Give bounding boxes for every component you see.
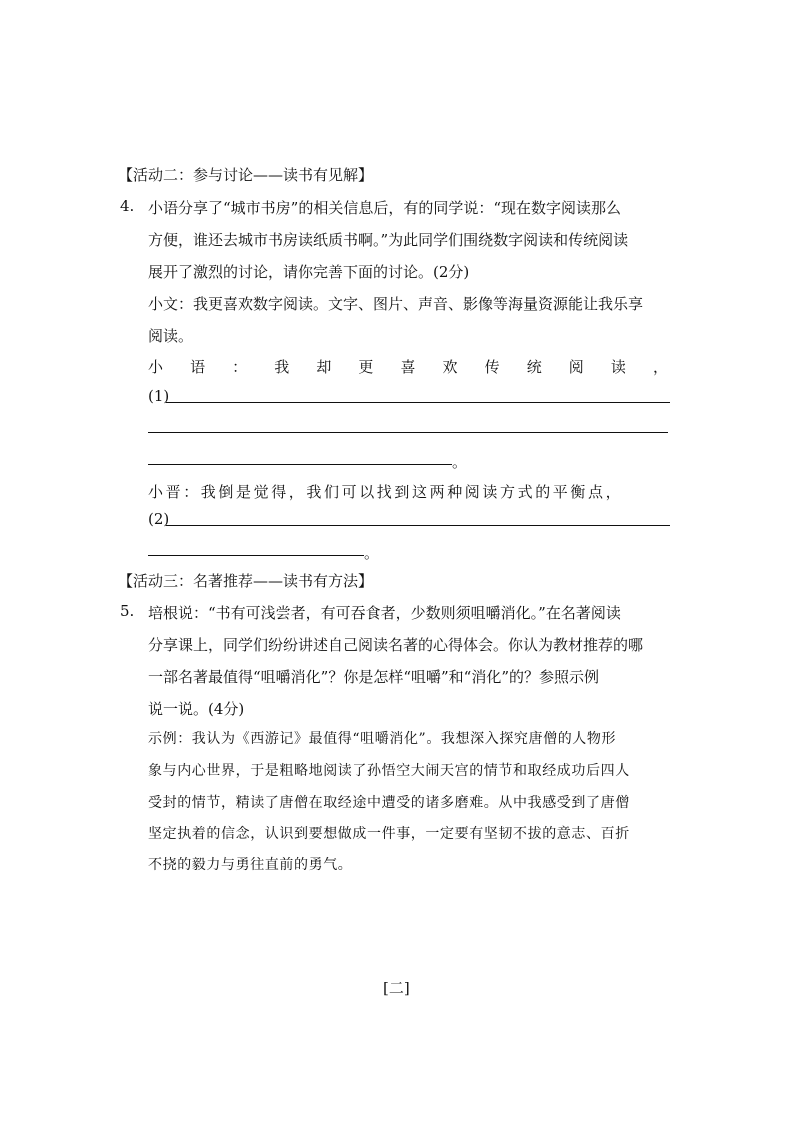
example-line-4: 坚定执着的信念，认识到要想做成一件事，一定要有坚韧不拔的意志、百折 [148,826,630,842]
xiaowen-line-2: 阅读。 [148,327,194,345]
xiaoyu-char: 喜 [400,358,416,376]
q5-line-2: 分享课上，同学们纷纷讲述自己阅读名著的心得体会。你认为教材推荐的哪 [148,636,644,654]
xiaoyu-char: 小 [148,358,164,376]
xiaoyu-char: 却 [316,358,332,376]
q5-number: 5. [120,602,135,620]
activity2-heading: 【活动二：参与讨论——读书有见解】 [118,166,374,184]
q5-line-1: 培根说：“书有可浅尝者，有可吞食者，少数则须咀嚼消化。”在名著阅读 [148,604,621,622]
xiaoyu-char: 读 [610,358,626,376]
xiaoyu-char: 语 [190,358,206,376]
example-line-5: 不挠的毅力与勇往直前的勇气。 [148,857,353,873]
q5-line-4: 说一说。(4分) [148,700,245,718]
page-number: [二] [383,979,410,997]
xiaojin-line: 小晋：我倒是觉得，我们可以找到这两种阅读方式的平衡点， [148,483,624,501]
activity3-heading: 【活动三：名著推荐——读书有方法】 [118,572,374,590]
blank1-label: (1) [148,387,170,405]
q4-line-3: 展开了激烈的讨论，请你完善下面的讨论。(2分) [148,263,470,281]
blank2-label: (2) [148,510,170,528]
answer-blank-2a[interactable] [166,525,670,526]
xiaoyu-line [148,356,668,377]
q4-number: 4. [120,197,135,215]
answer-blank-1b[interactable] [148,432,668,433]
example-line-2: 象与内心世界，于是粗略地阅读了孙悟空大闹天宫的情节和取经成功后四人 [148,763,630,779]
xiaoyu-char: 欢 [442,358,458,376]
q4-line-1: 小语分享了“城市书房”的相关信息后，有的同学说：“现在数字阅读那么 [148,199,622,217]
xiaoyu-char: ： [232,358,248,376]
answer-blank-1c[interactable] [148,464,452,465]
blank1-period: 。 [452,453,468,471]
xiaoyu-char: 阅 [568,358,584,376]
answer-blank-2b[interactable] [148,555,364,556]
q4-line-2: 方便，谁还去城市书房读纸质书啊。”为此同学们围绕数字阅读和传统阅读 [148,231,629,249]
xiaoyu-char: 我 [274,358,290,376]
example-line-3: 受封的情节，精读了唐僧在取经途中遭受的诸多磨难。从中我感受到了唐僧 [148,795,630,811]
xiaoyu-char: ， [652,358,668,376]
q5-line-3: 一部名著最值得“咀嚼消化”？你是怎样“咀嚼”和“消化”的？参照示例 [148,668,600,686]
example-line-1: 示例：我认为《西游记》最值得“咀嚼消化”。我想深入探究唐僧的人物形 [148,731,617,747]
xiaoyu-char: 更 [358,358,374,376]
blank2-period: 。 [364,544,380,562]
xiaoyu-char: 传 [484,358,500,376]
answer-blank-1a[interactable] [166,402,670,403]
xiaowen-line-1: 小文：我更喜欢数字阅读。文字、图片、声音、影像等海量资源能让我乐享 [148,295,644,313]
xiaoyu-char: 统 [526,358,542,376]
